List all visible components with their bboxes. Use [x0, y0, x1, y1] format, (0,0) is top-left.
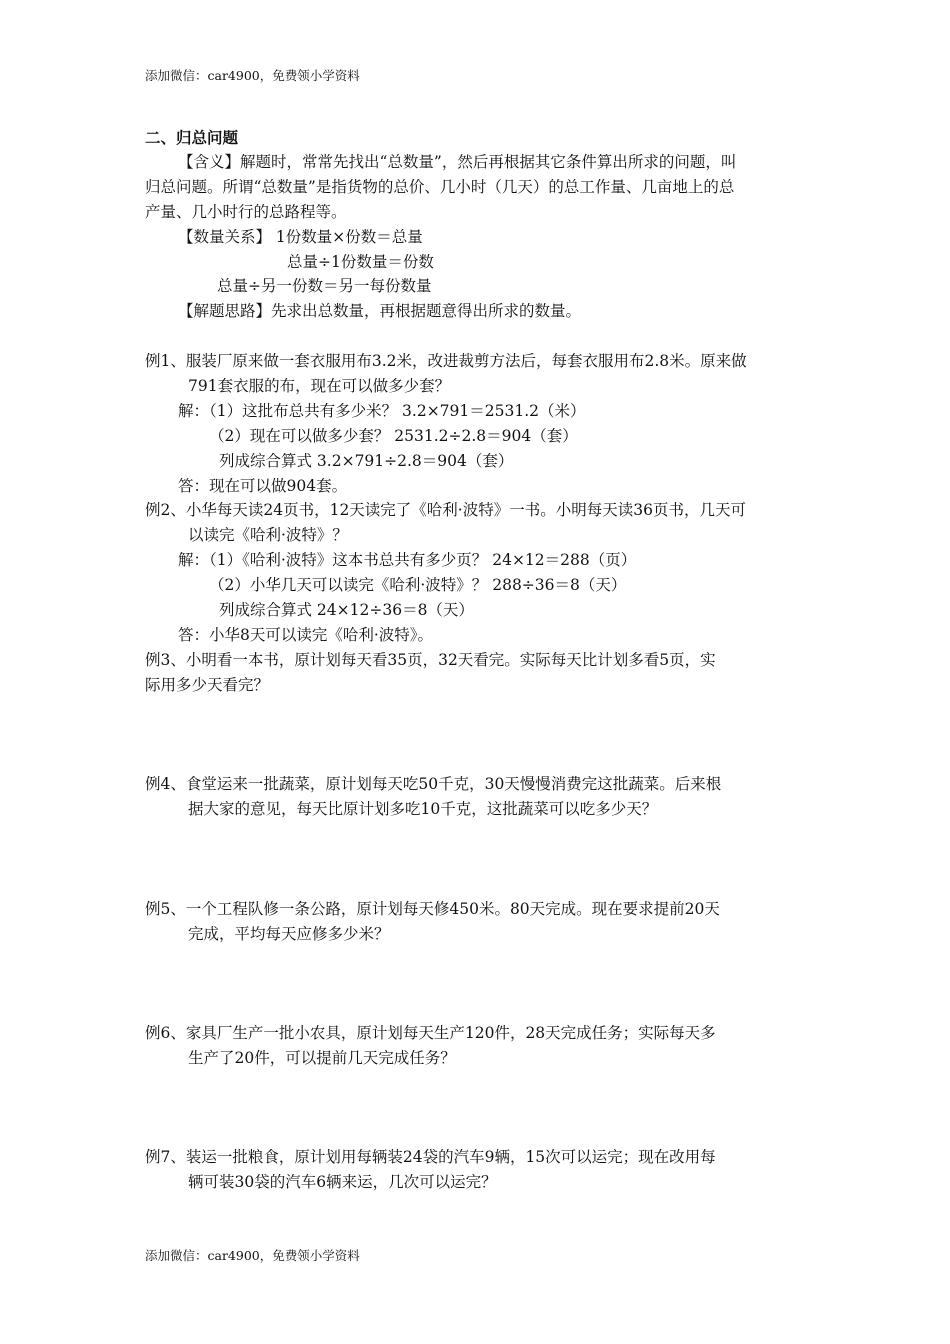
example-1-combined-formula: 列成综合算式 3.2×791÷2.8＝904（套）: [219, 452, 514, 470]
example-2-line-2: 以读完《哈利·波特》？: [188, 526, 348, 544]
relation-line-2: 总量÷1份数量＝份数: [287, 253, 434, 271]
example-3-line-2: 际用多少天看完？: [145, 676, 270, 694]
page-header: 添加微信：car4900，免费领小学资料: [145, 68, 360, 83]
example-1-solution-1: 解：（1）这批布总共有多少米？ 3.2×791＝2531.2（米）: [178, 402, 586, 420]
example-2-solution-2: （2）小华几天可以读完《哈利·波特》？ 288÷36＝8（天）: [209, 576, 627, 594]
page-footer: 添加微信：car4900，免费领小学资料: [145, 1248, 360, 1263]
example-2-combined-formula: 列成综合算式 24×12÷36＝8（天）: [219, 601, 474, 619]
definition-line-3: 产量、几小时行的总路程等。: [145, 203, 347, 221]
example-1-line-1: 例1、服装厂原来做一套衣服用布3.2米，改进裁剪方法后，每套衣服用布2.8米。原来做: [145, 352, 747, 370]
example-6-line-2: 生产了20件，可以提前几天完成任务？: [188, 1049, 456, 1067]
example-7-line-1: 例7、装运一批粮食，原计划用每辆装24袋的汽车9辆，15次可以运完；现在改用每: [145, 1148, 716, 1166]
example-4-line-2: 据大家的意见，每天比原计划多吃10千克，这批蔬菜可以吃多少天？: [188, 800, 658, 818]
approach-line: 【解题思路】先求出总数量，再根据题意得出所求的数量。: [178, 302, 582, 320]
example-6-line-1: 例6、家具厂生产一批小农具，原计划每天生产120件，28天完成任务；实际每天多: [145, 1024, 716, 1042]
section-title: 二、归总问题: [145, 128, 239, 147]
example-7-line-2: 辆可装30袋的汽车6辆来运，几次可以运完？: [188, 1173, 497, 1191]
example-3-line-1: 例3、小明看一本书，原计划每天看35页，32天看完。实际每天比计划多看5页，实: [145, 651, 716, 669]
example-2-line-1: 例2、小华每天读24页书，12天读完了《哈利·波特》一书。小明每天读36页书，几天可: [145, 501, 746, 519]
example-2-solution-1: 解：（1）《哈利·波特》这本书总共有多少页？ 24×12＝288（页）: [178, 551, 637, 569]
relation-line-3: 总量÷另一份数＝另一每份数量: [217, 277, 432, 295]
relation-line-1: 【数量关系】 1份数量×份数＝总量: [178, 228, 423, 246]
example-4-line-1: 例4、食堂运来一批蔬菜，原计划每天吃50千克，30天慢慢消费完这批蔬菜。后来根: [145, 775, 722, 793]
example-2-answer: 答：小华8天可以读完《哈利·波特》。: [178, 626, 434, 644]
example-1-solution-2: （2）现在可以做多少套？ 2531.2÷2.8＝904（套）: [209, 427, 578, 445]
example-5-line-1: 例5、一个工程队修一条公路，原计划每天修450米。80天完成。现在要求提前20天: [145, 900, 720, 918]
example-5-line-2: 完成，平均每天应修多少米？: [188, 925, 390, 943]
example-1-answer: 答：现在可以做904套。: [178, 477, 348, 495]
definition-line-2: 归总问题。所谓“总数量”是指货物的总价、几小时（几天）的总工作量、几亩地上的总: [145, 178, 735, 196]
example-1-line-2: 791套衣服的布，现在可以做多少套？: [188, 377, 451, 395]
definition-line-1: 【含义】解题时，常常先找出“总数量”，然后再根据其它条件算出所求的问题，叫: [178, 153, 737, 171]
